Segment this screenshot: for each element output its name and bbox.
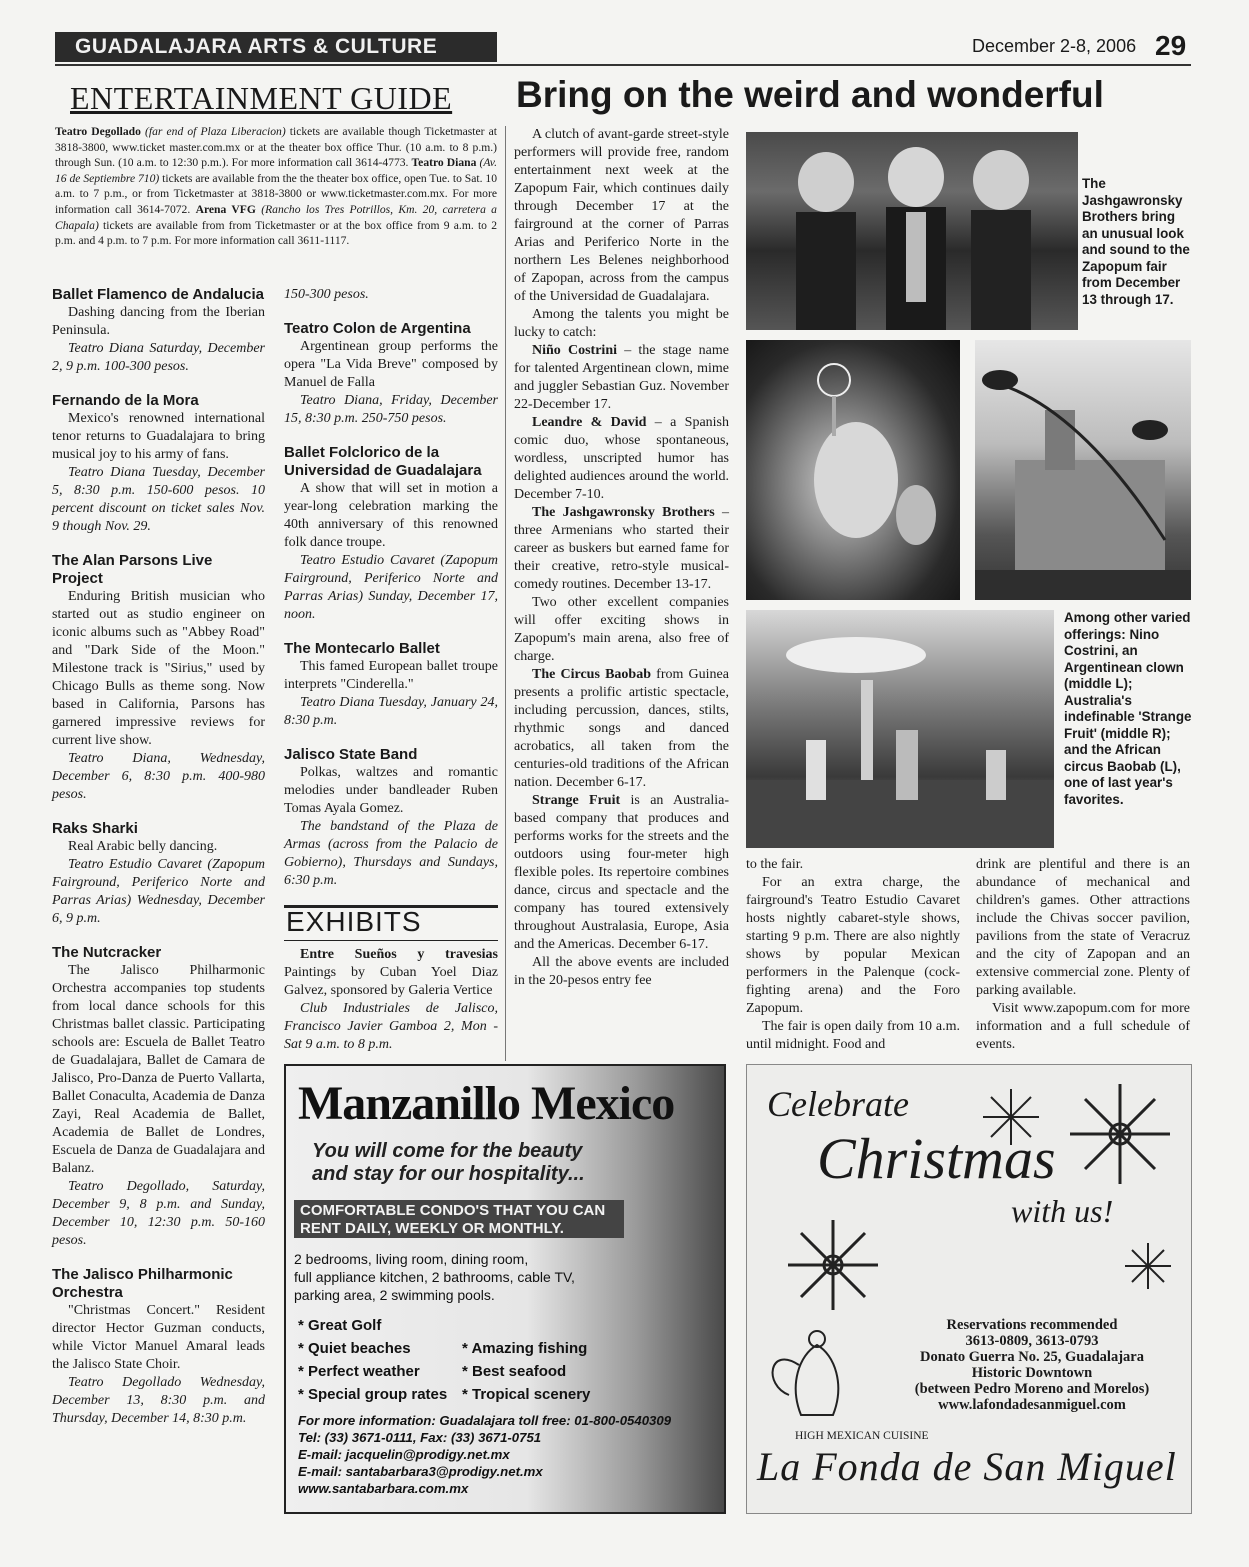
ad-feature-item: * Amazing fishing bbox=[462, 1340, 588, 1357]
article-paragraph: Niño Costrini – the stage name for talented Argentinean clown, mime and juggler Sebastian Guz. November 22-December 17. bbox=[514, 343, 729, 412]
acrobats-illustration bbox=[746, 610, 1054, 848]
exhibits-rule-bottom bbox=[284, 940, 498, 941]
performer-name: The Jashgawronsky Brothers bbox=[532, 505, 715, 520]
article-paragraph: A clutch of avant-garde street-style performers will provide free, random entertainment next week at the Zapopum Fair, which continues daily through December 17 at the fairground at the corner of Parras Arias and Periferico Norte in the northern Les Belenes neighborhood of Zapopan, across from the campus of the Universidad de Guadalajara. bbox=[514, 127, 729, 304]
fonda-ad bbox=[746, 1064, 1192, 1514]
listing-description: Real Arabic belly dancing. bbox=[68, 839, 218, 854]
listing-description: "Christmas Concert." Resident director Hector Guzman conducts, while Victor Manuel Amaral leads the Jalisco State Choir. bbox=[52, 1303, 265, 1372]
issue-date: December 2-8, 2006 bbox=[972, 36, 1137, 56]
exhibit-description: Paintings by Cuban Yoel Diaz Galvez, sponsored by Galeria Vertice bbox=[284, 965, 498, 998]
article-paragraph: The fair is open daily from 10 a.m. until midnight. Food and bbox=[746, 1019, 960, 1052]
angel-icon bbox=[759, 1325, 877, 1435]
ad-feature-item: * Special group rates bbox=[298, 1386, 448, 1403]
article-paragraph: Two other excellent companies will offer exciting shows in Zapopum's main arena, also free of charge. bbox=[514, 595, 729, 664]
listing-description: Dashing dancing from the Iberian Peninsula. bbox=[52, 305, 265, 338]
article-paragraph: Strange Fruit is an Australia-based company that produces and performs works for the streets and the outdoors using four-meter high flexible poles. Its repertoire combines dance, circus and spectacle and the company has toured extensively throughout Australasia, Europe, Asia and the Americas. December 6-17. bbox=[514, 793, 730, 952]
article-column-1 bbox=[514, 126, 729, 990]
exhibits-heading: EXHIBITS bbox=[286, 906, 422, 937]
guide-column-2 bbox=[284, 286, 498, 890]
guide-column-1 bbox=[52, 286, 265, 1428]
listing-info: Teatro Degollado, Saturday, December 9, 8 p.m. and Sunday, December 10, 12:30 p.m. 50-160 pesos. bbox=[52, 1179, 265, 1248]
listing-info: Teatro Diana Tuesday, January 24, 8:30 p.m. bbox=[284, 695, 498, 728]
article-paragraph: Among the talents you might be lucky to catch: bbox=[514, 307, 729, 340]
performer-name: Leandre & David bbox=[532, 415, 647, 430]
snowflake-icon bbox=[1123, 1241, 1173, 1291]
listing-info: Teatro Diana Tuesday, December 5, 8:30 p.m. 150-600 pesos. 10 percent discount on ticket sales Nov. 9 though Nov. 29. bbox=[52, 465, 265, 534]
exhibit-info: Club Industriales de Jalisco, Francisco Javier Gamboa 2, Mon - Sat 9 a.m. to 8 p.m. bbox=[284, 1001, 498, 1052]
listing-info: Teatro Diana Saturday, December 2, 9 p.m. 100-300 pesos. bbox=[52, 341, 265, 374]
guide-intro: Teatro Degollado (far end of Plaza Liberacion) tickets are available though Ticketmaster at 3818-3800, www.ticket master.com.mx or at the theater box office Thur. (10 a.m. to 8 p.m.) through Sun. (10 a.m. to 12:30 p.m.). For more information call 3614-4773. Teatro Diana (Av. 16 de Septiembre 710) tickets are available from the the theater box office, open Tue. to Sat. 10 a.m. to 7 p.m., or from Ticketmaster at 3818-3800 or www.ticketmaster.com.mx. For more information call 3614-7072. Arena VFG (Rancho los Tres Potrillos, Km. 20, carretera a Chapala) tickets are available from from Ticketmaster or at the box office from 9 a.m. to 2 p.m. and 4 p.m. to 7 p.m. For more information call 3611-1117. bbox=[55, 125, 498, 248]
listing-info: The bandstand of the Plaza de Armas (across from the Palacio de Gobierno), Thursdays and Sundays, 6:30 p.m. bbox=[284, 819, 498, 888]
photo-jashgawronsky-brothers bbox=[746, 132, 1078, 330]
section-banner: GUADALAJARA ARTS & CULTURE bbox=[55, 32, 497, 62]
ad-contact-info: For more information: Guadalajara toll free: 01-800-0540309 Tel: (33) 3671-0111, Fax: (33) 3671-0751 E-mail: jacquelin@prodigy.net.mx E-mail: santabarbara3@prodigy.net.mx www.santabarbara.com.mx bbox=[298, 1413, 672, 1496]
listing-description: Argentinean group performs the opera "La Vida Breve" composed by Manuel de Falla bbox=[284, 339, 498, 390]
listing-description: Polkas, waltzes and romantic melodies under bandleader Ruben Tomas Ayala Gomez. bbox=[284, 765, 498, 816]
ad-feature-item: * Great Golf bbox=[298, 1317, 382, 1334]
listing-description: A show that will set in motion a year-long celebration marking the 40th anniversary of this renowned folk dance troupe. bbox=[284, 481, 498, 550]
ad-celebrate: Celebrate bbox=[767, 1084, 909, 1124]
listing-info: Teatro Estudio Cavaret (Zapopum Fairground, Periferico Norte and Parras Arias) Wednesday, December 6, 9 p.m. bbox=[52, 857, 265, 926]
listing-title: The Montecarlo Ballet bbox=[284, 640, 440, 657]
listing-title: The Jalisco Philharmonic Orchestra bbox=[52, 1266, 233, 1301]
poles-illustration bbox=[975, 340, 1191, 600]
header-rule bbox=[55, 64, 1191, 66]
listing-info: Teatro Diana, Wednesday, December 6, 8:30 p.m. 400-980 pesos. bbox=[52, 751, 265, 802]
ad-slogan: You will come for the beauty and stay for our hospitality... bbox=[312, 1140, 585, 1185]
entertainment-guide-title: ENTERTAINMENT GUIDE bbox=[70, 80, 453, 116]
snowflake-icon bbox=[979, 1085, 1043, 1149]
snowflake-icon bbox=[783, 1215, 883, 1315]
article-paragraph: All the above events are included in the 20-pesos entry fee bbox=[514, 955, 729, 988]
ad-features-right bbox=[462, 1337, 590, 1406]
listing-title: Ballet Flamenco de Andalucia bbox=[52, 286, 264, 303]
listing-info: Teatro Diana, Friday, December 15, 8:30 p.m. 250-750 pesos. bbox=[284, 393, 498, 426]
ad-feature-item: * Tropical scenery bbox=[462, 1386, 591, 1403]
snowflake-icon bbox=[1065, 1079, 1175, 1189]
ad-title: Manzanillo Mexico bbox=[298, 1077, 675, 1130]
ad-christmas: Christmas bbox=[817, 1126, 1056, 1191]
article-paragraph: The Jashgawronsky Brothers – three Armenians who started their career as buskers but earned fame for their creative, retro-style musical-comedy routines. December 13-17. bbox=[514, 505, 729, 592]
exhibit-name: Entre Sueños y travesias bbox=[300, 947, 498, 962]
photo-circus-baobab bbox=[746, 610, 1054, 848]
listing-title: Ballet Folclorico de la Universidad de Guadalajara bbox=[284, 444, 482, 479]
listing-description: Enduring British musician who started out as studio engineer on iconic albums such as "Abbey Road" and "Dark Side of the Moon." Milestone track is "Sirius," used by Chicago Bulls as theme song. Now based in California, Parsons has garnered impressive reviews for current live show. bbox=[52, 589, 265, 748]
photo-caption-1: The Jashgawronsky Brothers bring an unusual look and sound to the Zapopum fair from December 13 through 17. bbox=[1082, 176, 1190, 307]
listing-title: Fernando de la Mora bbox=[52, 392, 199, 409]
ad-feature-item: * Quiet beaches bbox=[298, 1340, 411, 1357]
article-paragraph: Visit www.zapopum.com for more information and a full schedule of events. bbox=[976, 1001, 1190, 1052]
listing-description: This famed European ballet troupe interprets "Cinderella." bbox=[284, 659, 498, 692]
article-paragraph: to the fair. bbox=[746, 857, 804, 872]
listing-title: Teatro Colon de Argentina bbox=[284, 320, 471, 337]
exhibit-listing bbox=[284, 946, 498, 1054]
photo-strange-fruit bbox=[975, 340, 1191, 600]
article-headline: Bring on the weird and wonderful bbox=[516, 74, 1104, 115]
photo-nino-costrini bbox=[746, 340, 960, 600]
ad-features-left bbox=[298, 1314, 447, 1406]
article-paragraph: drink are plentiful and there is an abundance of mechanical and children's games. Other attractions include the Chivas soccer pavilion, pavilions from the state of Veracruz and the city of Zapopan and an extensive commercial zone. Plenty of parking available. bbox=[976, 857, 1190, 998]
ad-rental-band: COMFORTABLE CONDO'S THAT YOU CAN RENT DAILY, WEEKLY OR MONTHLY. bbox=[294, 1200, 624, 1238]
ad-with-us: with us! bbox=[1011, 1193, 1114, 1229]
ad-feature-item: * Best seafood bbox=[462, 1363, 567, 1380]
performers-illustration bbox=[746, 132, 1078, 330]
article-column-3 bbox=[976, 856, 1190, 1054]
listing-description: The Jalisco Philharmonic Orchestra accompanies top students from local dance schools for this Christmas ballet classic. Participating schools are: Escuela de Ballet Teatro de Guadalajara, Ballet de Camara de Jalisco, Pro-Danza de Puerto Vallarta, Ballet Conaculta, Academia de Danza Zayi, Real Academia de Ballet, Academia de Ballet de Londres, Escuela de Danza de Guadalajara and Balanz. bbox=[52, 963, 265, 1176]
photo-caption-2: Among other varied offerings: Nino Costrini, an Argentinean clown (middle L); Australia's indefinable 'Strange Fruit' (middle R); and the African circus Baobab (L), one of last year's favorites. bbox=[1064, 610, 1192, 807]
article-column-2 bbox=[746, 856, 960, 1054]
restaurant-name: La Fonda de San Miguel bbox=[757, 1444, 1177, 1489]
performer-name: The Circus Baobab bbox=[532, 667, 651, 682]
listing-title: Jalisco State Band bbox=[284, 746, 418, 763]
ad-tagline: HIGH MEXICAN CUISINE bbox=[795, 1430, 929, 1442]
listing-info: Teatro Degollado Wednesday, December 13, 8:30 p.m. and Thursday, December 14, 8:30 p.m. bbox=[52, 1375, 265, 1426]
manzanillo-ad bbox=[284, 1064, 726, 1514]
listing-title: The Nutcracker bbox=[52, 944, 162, 961]
performer-name: Niño Costrini bbox=[532, 343, 617, 358]
listing-title: Raks Sharki bbox=[52, 820, 138, 837]
listing-title: The Alan Parsons Live Project bbox=[52, 552, 213, 587]
column-rule bbox=[505, 126, 506, 1061]
page-number: 29 bbox=[1155, 30, 1187, 61]
listing-continued-price: 150-300 pesos. bbox=[284, 287, 369, 302]
performer-name: Strange Fruit bbox=[532, 793, 621, 808]
listing-info: Teatro Estudio Cavaret (Zapopum Fairground, Periferico Norte and Parras Arias) Sunday, December 17, noon. bbox=[284, 553, 498, 622]
article-paragraph: Leandre & David – a Spanish comic duo, whose spontaneous, wordless, unscripted humor has delighted audiences around the world. December 7-10. bbox=[514, 415, 730, 502]
clown-illustration bbox=[746, 340, 960, 600]
listing-description: Mexico's renowned international tenor returns to Guadalajara to bring musical joy to his army of fans. bbox=[52, 411, 265, 462]
ad-amenities: 2 bedrooms, living room, dining room, full appliance kitchen, 2 bathrooms, cable TV, parking area, 2 swimming pools. bbox=[294, 1251, 575, 1303]
ad-feature-item: * Perfect weather bbox=[298, 1363, 420, 1380]
article-paragraph: For an extra charge, the fairground's Teatro Estudio Cavaret hosts nightly cabaret-style shows, starting 9 p.m. There are also nightly shows by popular Mexican performers in the Palenque (cock-fighting arena) and the Foro Zapopum. bbox=[746, 875, 960, 1016]
article-paragraph: The Circus Baobab from Guinea presents a prolific artistic spectacle, including percussion, dances, stilts, rhythmic songs and danced acrobatics, all taken from the centuries-old traditions of the African nation. December 6-17. bbox=[514, 667, 729, 790]
ad-reservations: Reservations recommended 3613-0809, 3613-0793 Donato Guerra No. 25, Guadalajara Historic Downtown (between Pedro Moreno and Morelos) www.lafondadesanmiguel.com bbox=[914, 1317, 1150, 1413]
